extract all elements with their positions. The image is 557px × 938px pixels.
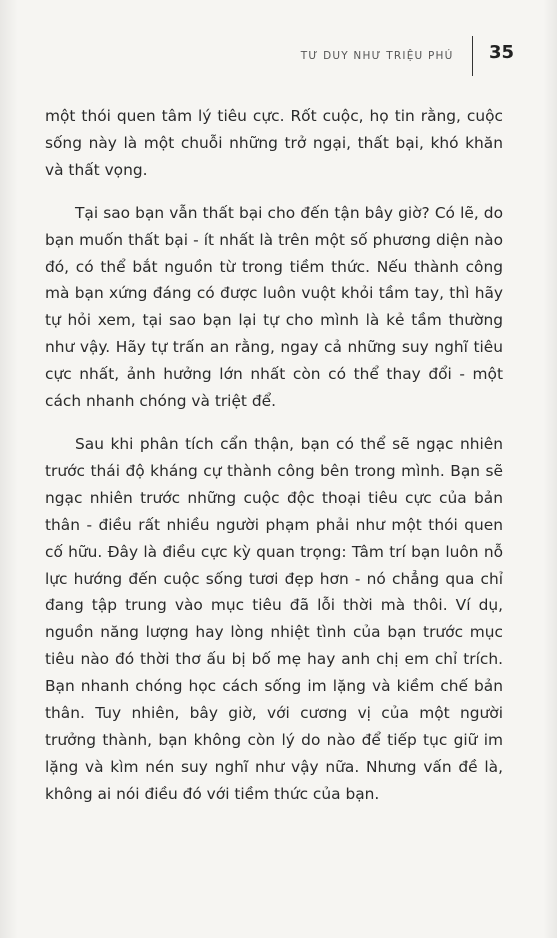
running-header: [301, 36, 487, 76]
paragraph-3: Sau khi phân tích cẩn thận, bạn có thể sẽ ngạc nhiên trước thái độ kháng cự thành công bên trong mình. Bạn sẽ ngạc nhiên trước những cuộc độc thoại tiêu cực của bản thân - điều rất nhiều người phạm phải như một thói quen cố hữu. Đây là điều cực kỳ quan trọng: Tâm trí bạn luôn nỗ lực hướng đến cuộc sống tươi đẹp hơn - nó chẳng qua chỉ đang tập trung vào mục tiêu đã lỗi thời mà thôi. Ví dụ, nguồn năng lượng hay lòng nhiệt tình của bạn trước mục tiêu nào đó thời thơ ấu bị bố mẹ hay anh chị em chỉ trích. Bạn nhanh chóng học cách sống im lặng và kiềm chế bản thân. Tuy nhiên, bây giờ, với cương vị của một người trưởng thành, bạn không còn lý do nào để tiếp tục giữ im lặng và kìm nén suy nghĩ như vậy nữa. Nhưng vấn đề là, không ai nói điều đó với tiềm thức của bạn.: [45, 434, 503, 803]
paragraph-2: Tại sao bạn vẫn thất bại cho đến tận bây giờ? Có lẽ, do bạn muốn thất bại - ít nhất là trên một số phương diện nào đó, có thể bắt nguồn từ trong tiềm thức. Nếu thành công mà bạn xứng đáng có được luôn vuột khỏi tầm tay, thì hãy tự hỏi xem, tại sao bạn lại tự cho mình là kẻ tầm thường như vậy. Hãy tự trấn an rằng, ngay cả những suy nghĩ tiêu cực nhất, ảnh hưởng lớn nhất còn có thể thay đổi - một cách nhanh chóng và triệt để.: [45, 203, 503, 411]
page-number: 35: [489, 42, 515, 63]
running-title: TƯ DUY NHƯ TRIỆU PHÚ: [300, 50, 454, 62]
header-divider: [472, 36, 474, 76]
body-text: [45, 103, 503, 824]
paragraph-1: một thói quen tâm lý tiêu cực. Rốt cuộc, họ tin rằng, cuộc sống này là một chuỗi những trở ngại, thất bại, khó khăn và thất vọng.: [45, 107, 503, 179]
